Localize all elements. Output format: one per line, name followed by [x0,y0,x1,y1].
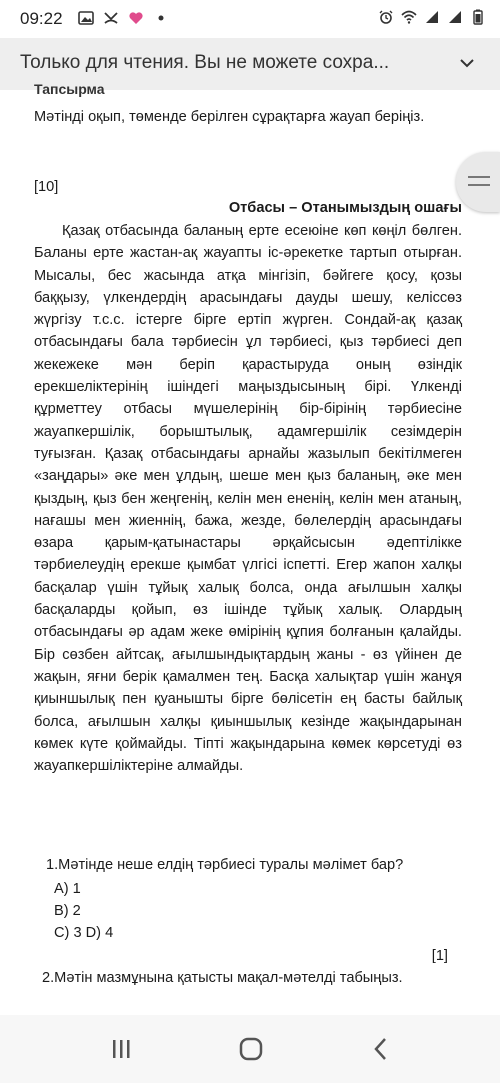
missed-call-icon [103,10,119,26]
wifi-icon [401,9,417,25]
question-1-option-cd: C) 3 D) 4 [54,925,114,941]
question-1-option-a: A) 1 [54,881,81,897]
instruction-text: Мәтінді оқып, төменде берілген сұрақтарға жауап беріңіз. [34,109,425,125]
reading-text: Қазақ отбасында баланың ерте есеюіне көп көңіл бөлген. Баланы ерте жастан-ақ жауапты іс-әрекетке тартып отырған. Мысалы, бес жасында атқа мінгізіп, бәйгеге қосу, қозы баққызу, үлкендердің арасындағы дауды шешу, келіссөз жүргізу т.с.с. істерге бірге ертіп жүрген. Сондай-ақ қазақ отбасындағы бала тәрбиесін ұл тәрбиесі, қыз тәрбиесі деп жекежеке мән беріп қарастыруда оның өзіндік ерекшеліктерінің ішіндегі маңыздысының бірі. Үлкенді құрметтеу отбасы мүшелерінің бір-бірінің тәрбиесіне жауапкершілік, борыштылық, адамгершілік сезімдерін туғызған. Қазақ отбасындағы арнайы жазылып бекітілмеген «заңдары» әке мен ұлдың, шеше мен қыз баланың, әке мен қыздың, қыз бен жеңгенің, келін мен ененің, келін мен атаның, нағашы мен жиеннің, бажа, жезде, бөлелердің арасындағы өзара қарым-қатынастары әрқайсысын әдептілікке тәрбиелеудің ерекше қымбат үлгісі іспетті. Егер жапон халқы басқалар үшін тұйық халық болса, онда ағылшын халқы басқаларды қойып, өз ішінде тұйық халық. Олардың отбасындағы әр адам жеке өмірінің құпия болғанын қалайды. Бір сөзбен айтсақ, ағылшындықтардың жаны - өз үйінен де жақын, яғни берік қамалмен тең. Басқа халықтар үшін жанұя қиыншылық пен қуанышты бірге бөлісетін ең басты байлық болса, ағылшын халқы қиыншылық кезінде жақындарынан көмек күте қоймайды. Тіпті жақындарына көмек көрсетуді өз жауапкершіліктеріне алмайды. [34,223,462,775]
status-bar [0,0,500,38]
dot-icon [153,10,169,26]
home-icon[interactable] [236,1035,266,1063]
question-1-option-b: B) 2 [54,903,81,919]
signal-icon-2 [447,9,463,25]
alarm-icon [378,9,394,25]
recent-apps-icon[interactable] [106,1035,136,1063]
signal-icon [424,9,440,25]
battery-icon [470,9,486,25]
status-right-icons [378,9,486,25]
section-heading: Тапсырма [34,81,105,97]
status-left-icons [78,10,169,26]
read-only-banner-text: Только для чтения. Вы не можете сохра... [20,52,390,73]
heart-app-icon [128,10,144,26]
navigation-bar [0,1015,500,1083]
text-title: Отбасы – Отанымыздың ошағы [228,200,462,216]
question-1-mark: [1] [431,948,448,964]
back-icon[interactable] [366,1035,396,1063]
question-1: 1.Мәтінде неше елдің тәрбиесі туралы мәлімет бар? [46,857,404,873]
scroll-handle-line [468,184,490,186]
score-label: [10] [34,179,59,195]
chevron-down-icon[interactable] [458,54,476,72]
status-time: 09:22 [20,9,63,28]
document-viewer[interactable] [0,81,500,1015]
scroll-handle-line [468,176,490,178]
image-icon [78,10,94,26]
question-2: 2.Мәтін мазмұнына қатысты мақал-мәтелді табыңыз. [42,970,403,986]
